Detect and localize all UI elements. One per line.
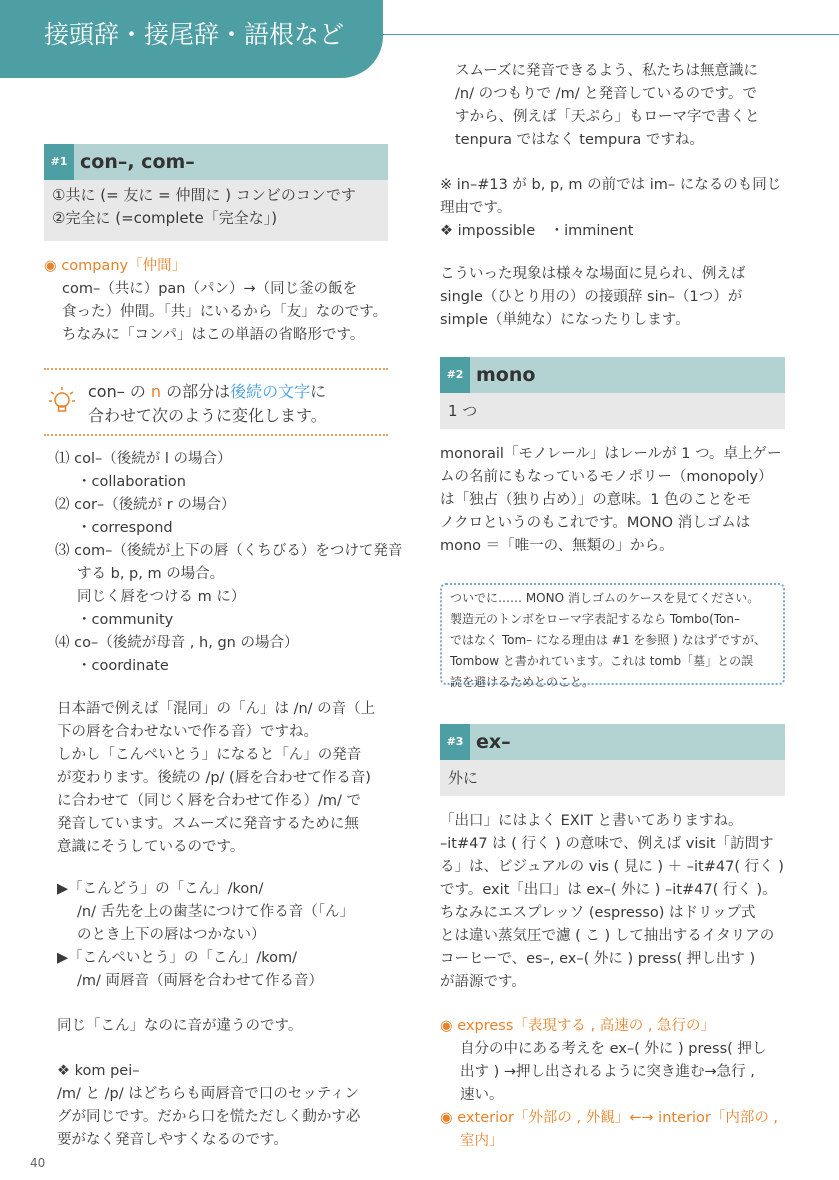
tip-line-1 (88, 380, 326, 404)
ex-line-3: る」は、ビジュアルの vis ( 見に ) ＋ –it#47( 行く ) (440, 859, 784, 875)
example-2-heading: ▶「こんぺいとう」の「こん」/kom/ (57, 950, 298, 966)
right-top-line-4: tenpura ではなく tempura ですね。 (455, 132, 704, 148)
tip-text-n: n (150, 382, 162, 401)
section-2-number: #2 (440, 357, 470, 393)
chapter-header (0, 0, 383, 78)
mono-note-line-2: 製造元のトンボをローマ字表記するなら Tombo(Ton– (450, 612, 741, 626)
section-3-number: #3 (440, 724, 470, 760)
para1-line-6: 発音しています。スムーズに発音するために無 (57, 816, 359, 832)
mono-note-line-4: Tombow と書かれています。これは tomb「墓」との誤 (450, 654, 754, 668)
mono-note-line-5: 読を避けるためとのこと。 (450, 675, 595, 689)
tip-text-a: con– の (88, 382, 151, 401)
ex-line-5: ちなみにエスプレッソ (espresso) はドリップ式 (440, 905, 756, 921)
para1-line-5: に合わせて（同じく唇を合わせて作る）/m/ で (57, 793, 362, 809)
inote-line-3: ❖ impossible ・imminent (440, 223, 634, 239)
section-1-number: #1 (44, 144, 74, 180)
ex-line-6: とは違い蒸気圧で濾 ( こ ) して抽出するイタリアの (440, 928, 775, 944)
variant-3-line-1: ⑶ com–（後続が上下の唇（くちびる）をつけて発音 (55, 543, 403, 559)
right-top-line-2: /n/ のつもりで /m/ と発音しているのです。で (455, 86, 758, 102)
mono-line-3: は「独占（独り占め）」の意味。1 色のことをモ (440, 492, 752, 508)
ex-line-4: です。exit「出口」は ex–( 外に ) –it#47( 行く )。 (440, 882, 777, 898)
company-heading: ◉ company「仲間」 (44, 258, 187, 274)
variant-3-line-2: する b, p, m の場合。 (77, 566, 225, 582)
variant-2-word: ・correspond (77, 520, 173, 536)
kompei-heading: ❖ kom pei– (57, 1063, 140, 1079)
right-top-line-1: スムーズに発音できるよう、私たちは無意識に (455, 63, 759, 79)
mono-line-5: mono ＝「唯一の、無類の」から。 (440, 538, 674, 554)
variant-2: ⑵ cor–（後続が r の場合） (55, 497, 236, 513)
tip-top-border (44, 368, 388, 370)
tip-text-b: の部分は (161, 382, 231, 401)
mono-note-line-1: ついでに…… MONO 消しゴムのケースを見てください。 (450, 591, 760, 605)
chapter-title: 接頭辞・接尾辞・語根など (44, 20, 345, 49)
para1-line-3: しかし「こんぺいとう」になると「ん」の発音 (57, 747, 362, 763)
kompei-line-1: /m/ と /p/ はどちらも両唇音で口のセッティン (57, 1086, 360, 1102)
para1-line-4: が変わります。後続の /p/ (唇を合わせて作る音) (57, 770, 371, 786)
meaning-1: ①共に (= 友に = 仲間に ) コンビのコンです (52, 186, 356, 204)
header-rule (383, 34, 839, 35)
express-heading: ◉ express「表現する , 高速の , 急行の」 (440, 1018, 716, 1034)
section-3-meaning: 外に (440, 760, 785, 796)
tip-line-2: 合わせて次のように変化します。 (88, 406, 327, 425)
example-1-line-1: /n/ 舌先を上の歯茎につけて作る音（「ん」 (77, 904, 355, 920)
mono-line-4: ノクロというのもこれです。MONO 消しゴムは (440, 515, 751, 531)
right-top-line-3: すから、例えば「天ぷら」もローマ字で書くと (455, 109, 760, 125)
mono-line-1: monorail「モノレール」はレールが 1 つ。卓上ゲー (440, 446, 782, 462)
example-1-line-2: のとき上下の唇はつかない） (77, 927, 266, 943)
company-line-2: 食った）仲間。「共」にいるから「友」なのです。 (62, 304, 388, 320)
phenomena-line-1: こういった現象は様々な場面に見られ、例えば (440, 266, 746, 282)
variant-4: ⑷ co–（後続が母音 , h, gn の場合） (55, 635, 299, 651)
phenomena-line-3: simple（単純な）になったりします。 (440, 312, 690, 328)
kompei-line-3: 要がなく発音しやすくなるのです。 (57, 1132, 288, 1148)
section-1-header (44, 144, 388, 180)
tip-bottom-border (44, 434, 388, 436)
mono-note-line-3: ではなく Tom– になる理由は #1 を参照 ) なはずですが、 (450, 633, 766, 647)
section-2-meaning: 1 つ (440, 393, 785, 429)
variant-3-word: ・community (77, 612, 174, 628)
tip-text-d: に (310, 382, 327, 401)
express-line-2: 出す ) →押し出されるように突き進む→急行 , (460, 1064, 755, 1080)
exterior-tail: 室内」 (460, 1133, 504, 1149)
kompei-line-2: グが同じです。だから口を慌ただしく動かす必 (57, 1109, 361, 1125)
mono-line-2: ムの名前にもなっているモノポリー（monopoly） (440, 469, 773, 485)
mono-note-box (440, 583, 785, 689)
express-line-1: 自分の中にある考えを ex–( 外に ) press( 押し (460, 1041, 767, 1057)
para1-line-2: 下の唇を合わせないで作る音）ですね。 (57, 724, 318, 740)
page-number: 40 (30, 1156, 46, 1170)
tip-text-c: 後続の文字 (230, 382, 311, 401)
section-2-title: mono (476, 364, 536, 386)
section-1-title: con–, com– (80, 151, 195, 173)
company-line-1: com–（共に）pan（パン）→（同じ釜の飯を (62, 281, 358, 297)
express-line-3: 速い。 (460, 1087, 504, 1103)
inote-line-1: ※ in–#13 が b, p, m の前では im– になるのも同じ (440, 177, 782, 193)
para2: 同じ「こん」なのに音が違うのです。 (57, 1018, 303, 1034)
section-3-header (440, 724, 785, 760)
inote-line-2: 理由です。 (440, 200, 512, 216)
section-2-header (440, 357, 785, 393)
exterior-heading: ◉ exterior「外部の , 外観」←→ interior「内部の , (440, 1110, 779, 1126)
variant-4-word: ・coordinate (77, 658, 169, 674)
lightbulb-icon (48, 384, 76, 420)
ex-line-7: コーヒーで、es–, ex–( 外に ) press( 押し出す ) (440, 951, 756, 967)
meaning-2: ②完全に (=complete「完全な」) (52, 209, 278, 227)
variant-1: ⑴ col–（後続が l の場合） (55, 451, 232, 467)
section-1-meanings (44, 180, 388, 241)
company-line-3: ちなみに「コンパ」はこの単語の省略形です。 (62, 327, 365, 343)
phenomena-line-2: single（ひとり用の）の接頭辞 sin–（1つ）が (440, 289, 743, 305)
ex-line-1: 「出口」にはよく EXIT と書いてありますね。 (440, 813, 743, 829)
section-3-title: ex– (476, 731, 511, 753)
ex-line-8: が語源です。 (440, 974, 526, 990)
example-1-heading: ▶「こんどう」の「こん」/kon/ (57, 881, 264, 897)
para1-line-7: 意識にそうしているのです。 (57, 839, 245, 855)
variant-3-line-3: 同じく唇をつける m に） (77, 589, 246, 605)
example-2-line-1: /m/ 両唇音（両唇を合わせて作る音） (77, 973, 324, 989)
para1-line-1: 日本語で例えば「混同」の「ん」は /n/ の音（上 (57, 701, 376, 717)
variant-1-word: ・collaboration (77, 474, 186, 490)
ex-line-2: –it#47 は ( 行く ) の意味で、例えば visit「訪問す (440, 836, 774, 852)
